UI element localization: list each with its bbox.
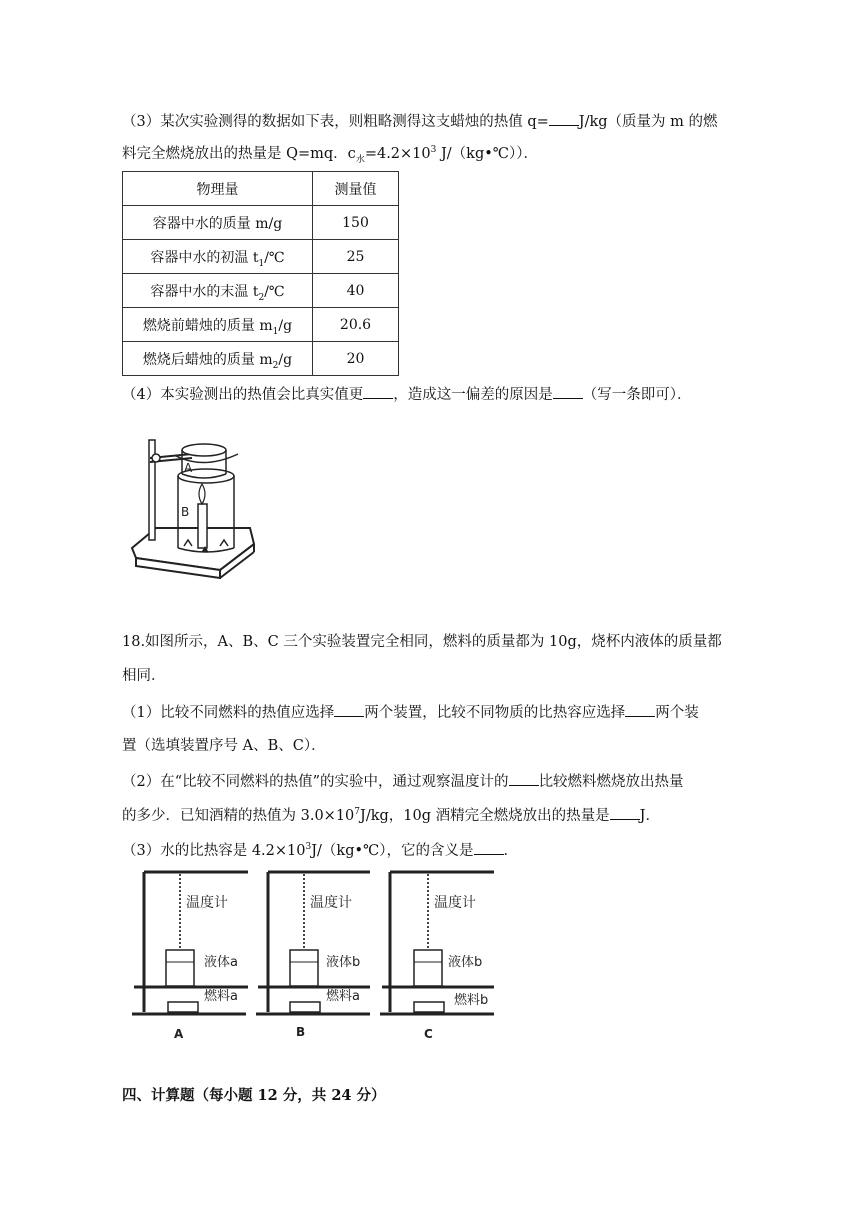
q18-part1-line2: 置（选填装置序号 A、B、C）． xyxy=(122,738,326,754)
answer-blank[interactable] xyxy=(553,384,583,399)
apparatus-b xyxy=(256,872,370,1039)
table-cell: 150 xyxy=(313,206,399,240)
answer-blank[interactable] xyxy=(334,702,364,717)
answer-blank[interactable] xyxy=(474,840,504,855)
fuel-label: 燃料b xyxy=(454,993,489,1008)
q18-part1-line1: （1）比较不同燃料的热值应选择 两个装置，比较不同物质的比热容应选择 两个装 xyxy=(122,702,699,723)
apparatus-c xyxy=(380,872,494,1041)
table-header: 物理量 xyxy=(123,172,313,206)
answer-blank[interactable] xyxy=(363,384,393,399)
q18-part3-line: （3）水的比热容是 $4.2\times 10^3J/(kg•℃)$，它的含义是 ． xyxy=(122,840,518,861)
q18-line1: 18.如图所示，A、B、C 三个实验装置完全相同，燃料的质量都为 10g，烧杯内液体的质量都 xyxy=(122,634,722,650)
apparatus-label: A xyxy=(174,1027,184,1041)
q4-line: （4）本实验测出的热值会比真实值更 ，造成这一偏差的原因是 （写一条即可）． xyxy=(122,384,691,405)
answer-blank[interactable] xyxy=(509,771,539,786)
table-cell: 容器中水的初温 $t_1/℃$ xyxy=(123,240,313,274)
apparatus-label: B xyxy=(296,1025,306,1039)
table-cell: 20.6 xyxy=(313,308,399,342)
q18-part2-line2: 的多少．已知酒精的热值为 $3.0\times 10^7J/kg$，10g 酒精完全燃烧放出的热量是 J． xyxy=(122,805,660,826)
liquid-label: 液体b xyxy=(448,955,483,970)
fuel-label: 燃料a xyxy=(326,989,360,1004)
label-a: A xyxy=(184,461,193,475)
apparatus-label: C xyxy=(424,1027,433,1041)
table-cell: 燃烧后蜡烛的质量 $m_2/g$ xyxy=(123,342,313,376)
table-row xyxy=(123,308,399,342)
liquid-label: 液体b xyxy=(326,955,361,970)
thermometer-label: 温度计 xyxy=(434,895,476,911)
table-cell: 容器中水的质量 m/g xyxy=(123,206,313,240)
label-b: B xyxy=(181,505,190,519)
answer-blank[interactable] xyxy=(625,702,655,717)
three-apparatus-figure xyxy=(128,862,508,1048)
section-heading: 四、计算题（每小题 12 分，共 24 分） xyxy=(122,1087,386,1104)
answer-blank[interactable] xyxy=(610,805,640,820)
table-cell: 燃烧前蜡烛的质量 $m_1/g$ xyxy=(123,308,313,342)
table-row xyxy=(123,274,399,308)
table-cell: 容器中水的末温 $t_2/℃$ xyxy=(123,274,313,308)
table-cell: 40 xyxy=(313,274,399,308)
data-table xyxy=(122,171,399,376)
table-row xyxy=(123,206,399,240)
table-header: 测量值 xyxy=(313,172,399,206)
table-cell: 20 xyxy=(313,342,399,376)
apparatus-a xyxy=(132,872,248,1041)
q18-part2-line1: （2）在“比较不同燃料的热值”的实验中，通过观察温度计的 比较燃料燃烧放出热量 xyxy=(122,771,684,792)
fuel-label: 燃料a xyxy=(204,989,238,1004)
thermometer-label: 温度计 xyxy=(186,895,228,911)
q3-line1: （3）某次实验测得的数据如下表，则粗略测得这支蜡烛的热值 q= J/kg（质量为 m 的燃 xyxy=(122,111,718,132)
table-row xyxy=(123,240,399,274)
table-cell: 25 xyxy=(313,240,399,274)
q18-line2: 相同． xyxy=(122,668,166,684)
q3-line2: 料完全燃烧放出的热量是 Q=mq．$c_水=4.2\times 10^3$ J/（kg•℃））． xyxy=(122,145,539,165)
liquid-label: 液体a xyxy=(204,955,238,970)
candle-apparatus-figure xyxy=(128,420,258,585)
table-row xyxy=(123,342,399,376)
answer-blank[interactable] xyxy=(549,111,579,126)
table-header-row xyxy=(123,172,399,206)
thermometer-label: 温度计 xyxy=(310,895,352,911)
